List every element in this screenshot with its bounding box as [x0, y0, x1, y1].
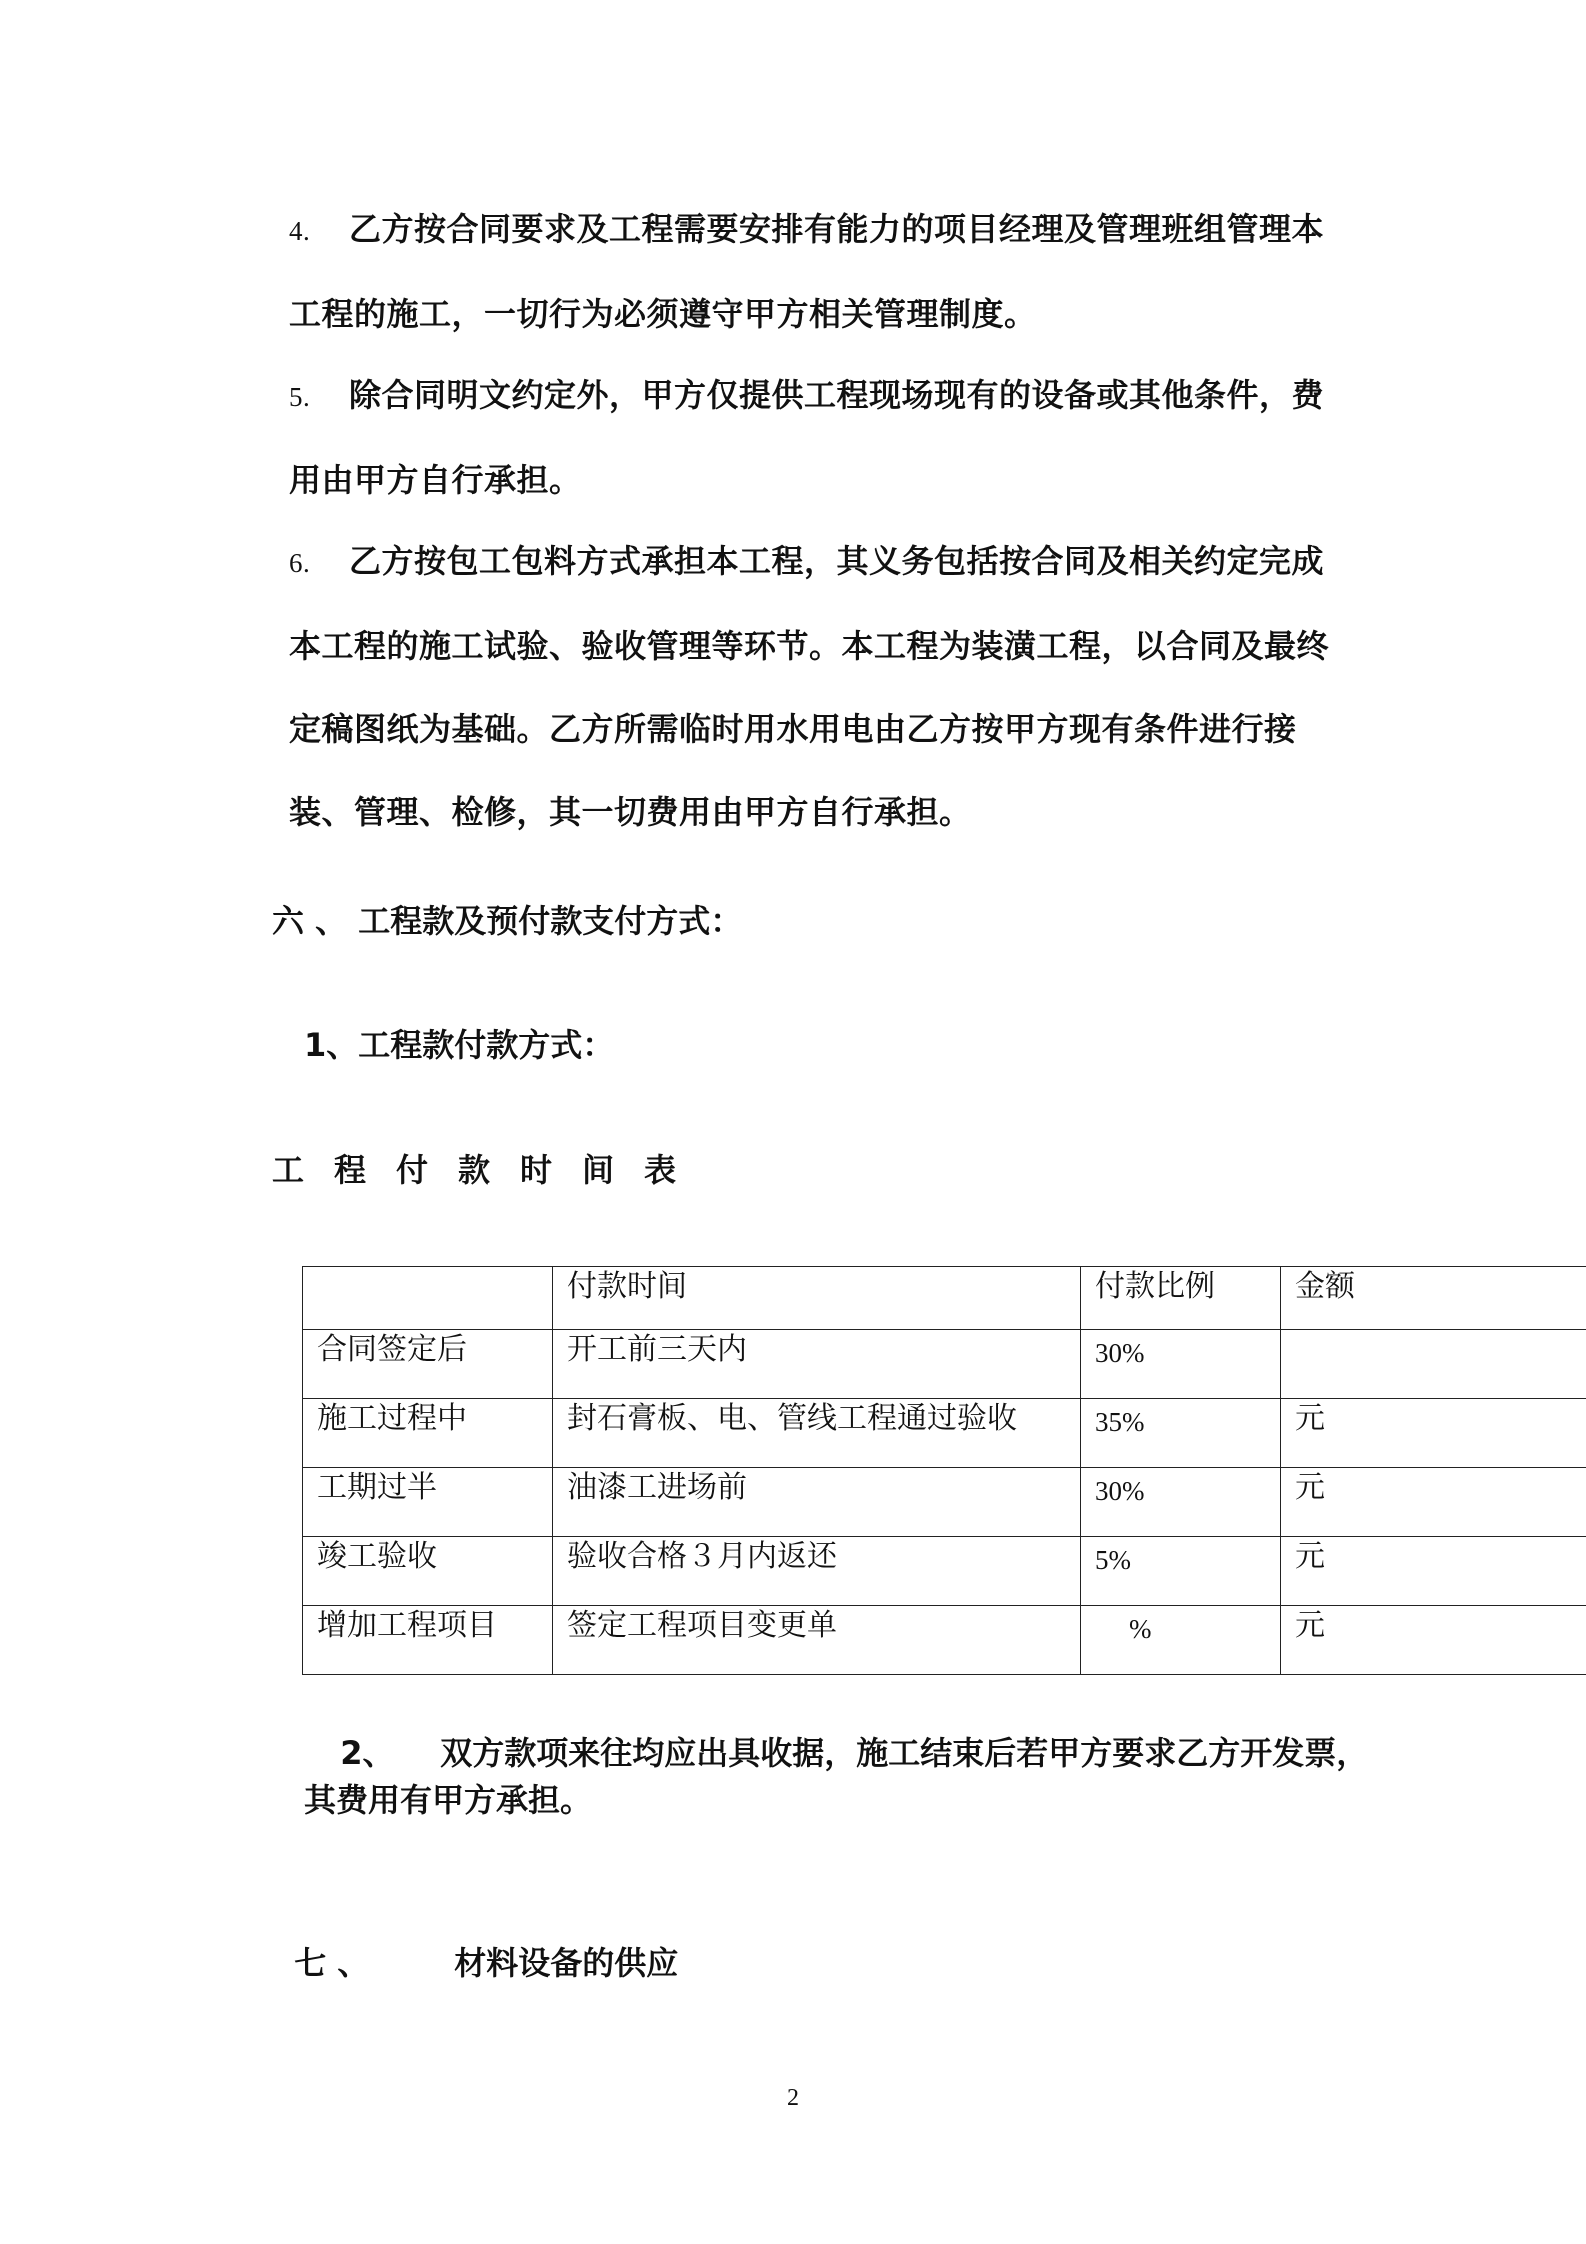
- page-number: 2: [787, 2085, 799, 2111]
- clause-number: 2、: [340, 1734, 395, 1772]
- table-cell: 元: [1281, 1399, 1586, 1468]
- table-row: [303, 1468, 1586, 1537]
- table-cell: 开工前三天内: [553, 1330, 1081, 1399]
- table-header: 付款比例: [1081, 1267, 1281, 1330]
- clause-text: 除合同明文约定外，甲方仅提供工程现场现有的设备或其他条件，费用由甲方自行承担。: [289, 376, 1325, 499]
- section-6-heading: 六 、 工程款及预付款支付方式：: [272, 902, 743, 940]
- table-cell: 油漆工进场前: [553, 1468, 1081, 1537]
- table-cell: 验收合格３月内返还: [553, 1537, 1081, 1606]
- table-cell: 元: [1281, 1606, 1586, 1675]
- clause-5: [289, 354, 1349, 522]
- section-title: 材料设备的供应: [454, 1944, 679, 1982]
- table-row: [303, 1330, 1586, 1399]
- clause-number: 4.: [289, 216, 311, 246]
- subsection-1-heading: 1、工程款付款方式：: [304, 1026, 615, 1064]
- clause-number: 5.: [289, 382, 311, 412]
- table-row: [303, 1399, 1586, 1468]
- table-cell: 施工过程中: [303, 1399, 553, 1468]
- table-cell: 增加工程项目: [303, 1606, 553, 1675]
- clause-text: 乙方按合同要求及工程需要安排有能力的项目经理及管理班组管理本工程的施工，一切行为必须遵守甲方相关管理制度。: [289, 210, 1325, 333]
- payment-schedule-table: [302, 1266, 1586, 1675]
- clause-2-line2: 其费用有甲方承担。: [304, 1781, 593, 1819]
- table-header-row: [303, 1267, 1586, 1330]
- table-cell: 30%: [1081, 1468, 1281, 1537]
- clause-6: [289, 520, 1349, 854]
- table-header: 金额: [1281, 1267, 1586, 1330]
- table-row: [303, 1606, 1586, 1675]
- table-cell: 35%: [1081, 1399, 1281, 1468]
- table-row: [303, 1537, 1586, 1606]
- table-header: 付款时间: [553, 1267, 1081, 1330]
- table-header: [303, 1267, 553, 1330]
- clause-4: [289, 188, 1349, 356]
- table-cell: 竣工验收: [303, 1537, 553, 1606]
- table-cell: 30%: [1081, 1330, 1281, 1399]
- clause-number: 6.: [289, 548, 311, 578]
- table-cell: 元: [1281, 1468, 1586, 1537]
- table-cell: 元: [1281, 1537, 1586, 1606]
- clause-text: 乙方按包工包料方式承担本工程，其义务包括按合同及相关约定完成本工程的施工试验、验收管理等环节。本工程为装潢工程，以合同及最终定稿图纸为基础。乙方所需临时用水用电由乙方按甲方现有条件进行接装、管理、检修，其一切费用由甲方自行承担。: [289, 542, 1330, 831]
- section-number: 七 、: [294, 1944, 370, 1982]
- clause-text: 双方款项来往均应出具收据，施工结束后若甲方要求乙方开发票，: [440, 1734, 1369, 1772]
- table-cell: 工期过半: [303, 1468, 553, 1537]
- table-cell: 合同签定后: [303, 1330, 553, 1399]
- payment-schedule-title: 工程付款时间表: [272, 1151, 707, 1189]
- table-cell: 封石膏板、电、管线工程通过验收: [553, 1399, 1081, 1468]
- table-cell: %: [1081, 1606, 1281, 1675]
- table-cell: 5%: [1081, 1537, 1281, 1606]
- clause-2-line1: [318, 1690, 1368, 1774]
- table-cell: [1281, 1330, 1586, 1399]
- table-cell: 签定工程项目变更单: [553, 1606, 1081, 1675]
- section-7-heading: [272, 1900, 678, 1984]
